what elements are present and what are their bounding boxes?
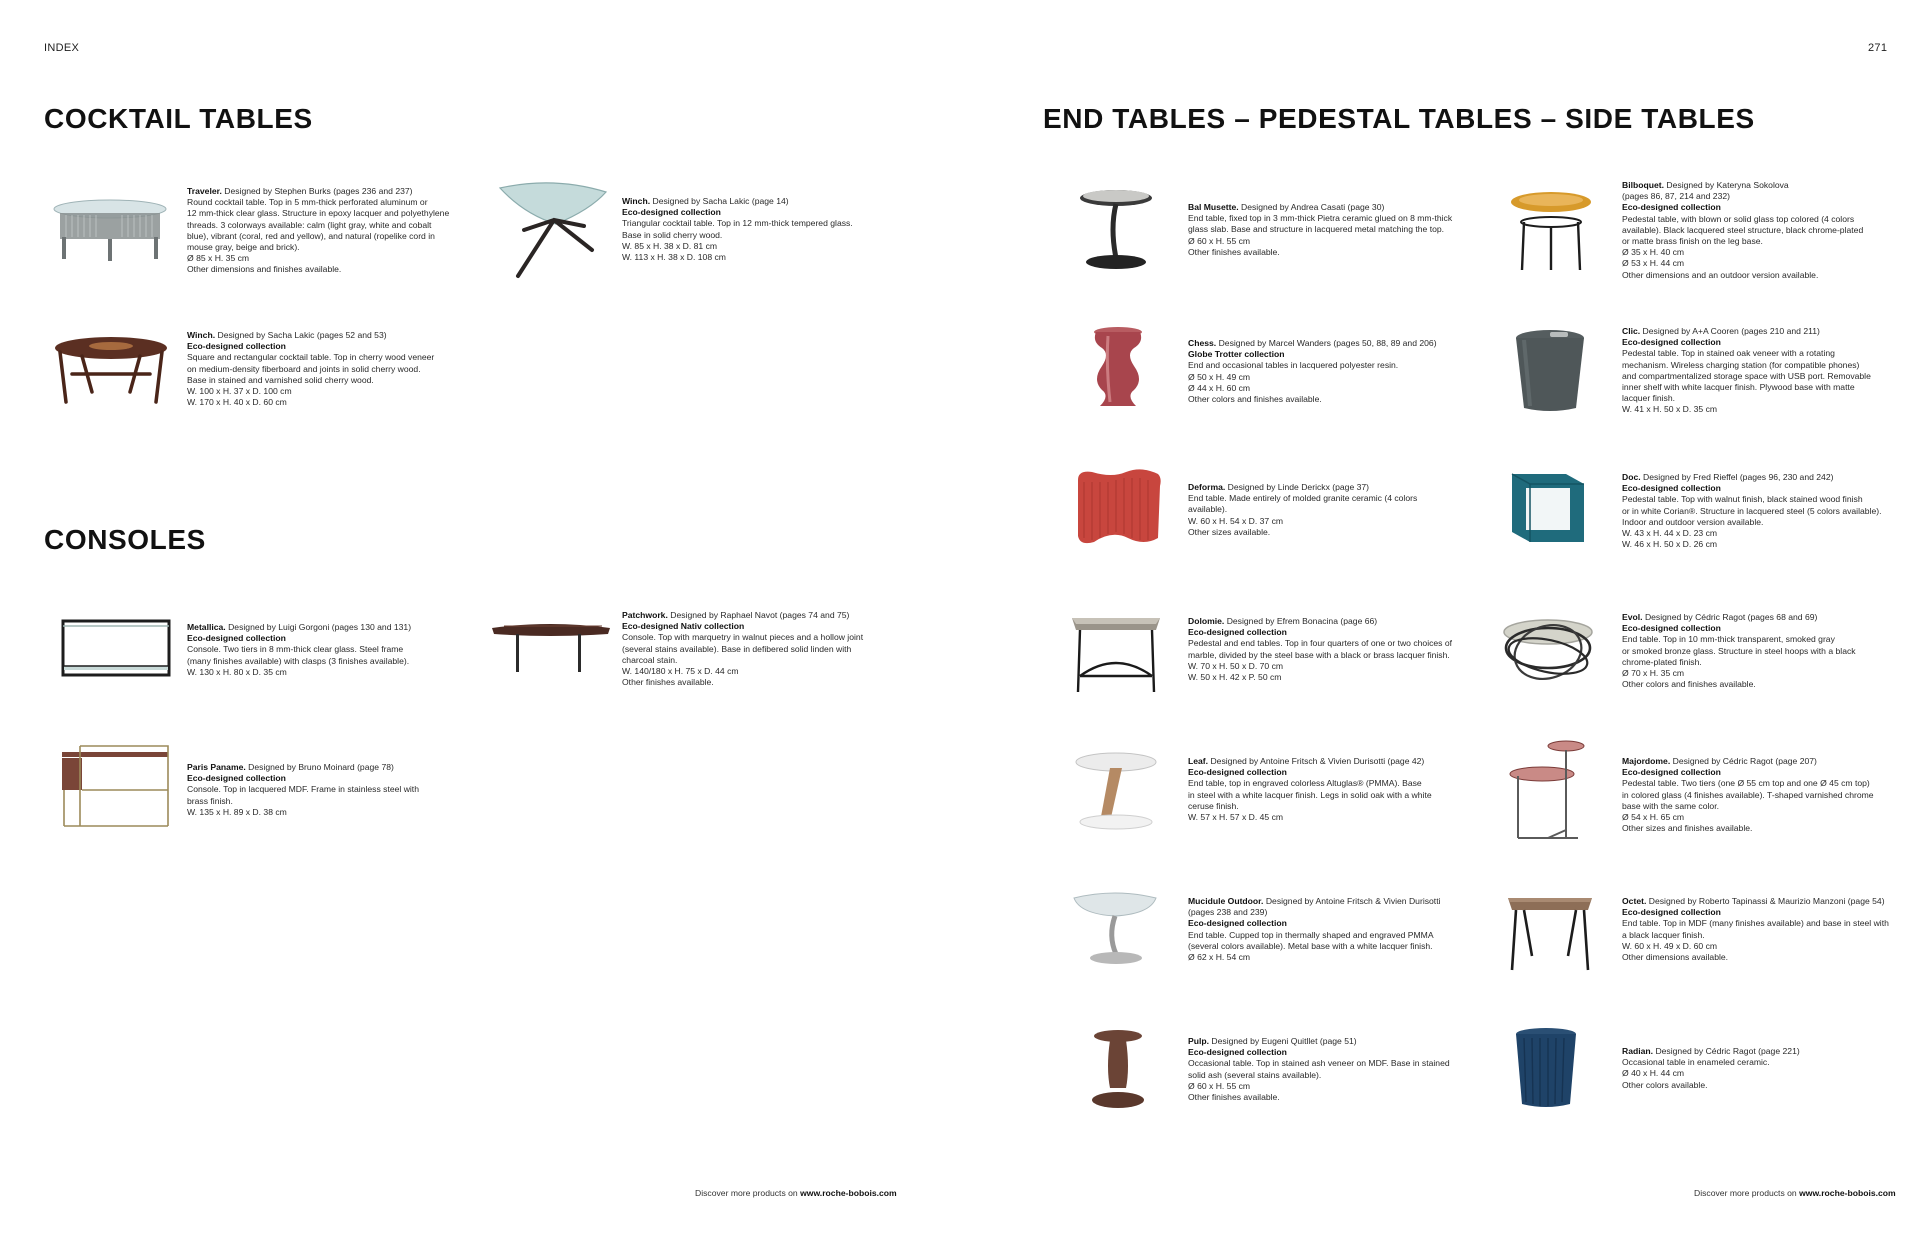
product-line: or matte brass finish on the leg base.	[1622, 236, 1763, 247]
product-designer: Designed by Sacha Lakic (pages 52 and 53)	[217, 330, 387, 340]
product-line: W. 41 x H. 50 x D. 35 cm	[1622, 404, 1718, 415]
bal-musette-image	[1076, 188, 1156, 272]
product-designer: Designed by Linde Derickx (page 37)	[1227, 482, 1370, 492]
product-collection: Eco-designed collection	[622, 207, 721, 218]
radian-image	[1512, 1026, 1580, 1110]
footer-right	[1694, 1188, 1896, 1198]
product-name: Traveler.	[187, 186, 222, 196]
product-line: W. 113 x H. 38 x D. 108 cm	[622, 252, 726, 263]
winch-square-table-image	[52, 334, 170, 404]
product-line: Console. Top in lacquered MDF. Frame in stainless steel with	[187, 784, 419, 795]
product-line: (several stains available). Base in defibered solid linden with	[622, 643, 852, 654]
product-name: Winch.	[622, 196, 651, 206]
product-name: Bal Musette.	[1188, 202, 1239, 212]
dolomie-image	[1068, 610, 1164, 694]
product-line: W. 60 x H. 49 x D. 60 cm	[1622, 940, 1718, 951]
deforma-image	[1072, 468, 1164, 548]
product-line: W. 140/180 x H. 75 x D. 44 cm	[622, 666, 739, 677]
product-line: available). Black lacquered steel structure, black chrome-plated	[1622, 224, 1864, 235]
product-collection: Eco-designed collection	[1622, 483, 1721, 494]
product-name: Mucidule Outdoor.	[1188, 896, 1264, 906]
product-line: in colored glass (4 finishes available). T-shaped varnished chrome	[1622, 789, 1874, 800]
product-name: Clic.	[1622, 326, 1641, 336]
product-designer: Designed by Cédric Ragot (pages 68 and 69)	[1644, 612, 1818, 622]
product-majordome	[1622, 756, 1892, 834]
product-collection: Eco-designed collection	[1622, 907, 1721, 918]
product-line: Ø 60 x H. 55 cm	[1188, 235, 1251, 246]
traveler-table-image	[52, 195, 168, 265]
product-line: (several colors available). Metal base with a white lacquer finish.	[1188, 940, 1433, 951]
product-line: Other colors and finishes available.	[1622, 679, 1756, 690]
product-line: Ø 62 x H. 54 cm	[1188, 952, 1251, 963]
product-line: Other finishes available.	[1188, 1092, 1280, 1103]
product-line: inner shelf with white lacquer finish. Plywood base with matte	[1622, 382, 1855, 393]
doc-image	[1508, 468, 1588, 550]
product-designer: Designed by Cédric Ragot (page 221)	[1655, 1046, 1800, 1056]
product-collection: Eco-designed collection	[1622, 767, 1721, 778]
product-line: Other colors and finishes available.	[1188, 394, 1322, 405]
product-line: W. 130 x H. 80 x D. 35 cm	[187, 666, 287, 677]
product-line: Other dimensions and finishes available.	[187, 264, 342, 275]
product-line: Pedestal table. Top in stained oak veneer with a rotating	[1622, 348, 1835, 359]
product-designer: Designed by Kateryna Sokolova	[1666, 180, 1789, 190]
product-line: mouse gray, beige and brick).	[187, 242, 300, 253]
product-line: Other finishes available.	[1188, 246, 1280, 257]
product-line: Other colors available.	[1622, 1079, 1708, 1090]
product-line: mechanism. Wireless charging station (for compatible phones)	[1622, 359, 1860, 370]
product-line: Indoor and outdoor version available.	[1622, 516, 1764, 527]
product-name: Doc.	[1622, 472, 1641, 482]
product-designer: Designed by Luigi Gorgoni (pages 130 and 131)	[228, 622, 412, 632]
product-name: Pulp.	[1188, 1036, 1210, 1046]
product-collection: Eco-designed Nativ collection	[622, 621, 745, 632]
product-mucidule-outdoor	[1188, 896, 1458, 963]
product-collection: Eco-designed collection	[187, 341, 286, 352]
product-line: Round cocktail table. Top in 5 mm-thick perforated aluminum or	[187, 197, 428, 208]
product-line: Other finishes available.	[622, 677, 714, 688]
product-line: Ø 50 x H. 49 cm	[1188, 371, 1251, 382]
product-designer: Designed by Cédric Ragot (page 207)	[1672, 756, 1817, 766]
product-collection: Eco-designed collection	[1188, 918, 1287, 929]
product-line: Ø 35 x H. 40 cm	[1622, 247, 1685, 258]
product-designer: Designed by Andrea Casati (page 30)	[1241, 202, 1385, 212]
product-name: Bilboquet.	[1622, 180, 1665, 190]
product-line: marble, divided by the steel base with a black or brass lacquer finish.	[1188, 649, 1450, 660]
product-bal-musette	[1188, 202, 1458, 258]
product-collection: Eco-designed collection	[187, 773, 286, 784]
winch-triangular-table-image	[494, 180, 612, 280]
product-metallica	[187, 622, 457, 678]
product-line: Ø 44 x H. 60 cm	[1188, 382, 1251, 393]
product-line: Ø 53 x H. 44 cm	[1622, 258, 1685, 269]
product-winch-square	[187, 330, 457, 408]
product-collection: Eco-designed collection	[1188, 627, 1287, 638]
product-designer: Designed by Bruno Moinard (page 78)	[248, 762, 394, 772]
product-designer: Designed by A+A Cooren (pages 210 and 211)	[1642, 326, 1820, 336]
product-line: Occasional table. Top in stained ash veneer on MDF. Base in stained	[1188, 1058, 1450, 1069]
product-line: Ø 40 x H. 44 cm	[1622, 1068, 1685, 1079]
product-name: Leaf.	[1188, 756, 1209, 766]
majordome-image	[1508, 738, 1592, 848]
product-line: chrome-plated finish.	[1622, 656, 1702, 667]
product-designer: Designed by Antoine Fritsch & Vivien Durisotti (page 42)	[1210, 756, 1425, 766]
product-bilboquet	[1622, 180, 1892, 281]
product-line: W. 50 x H. 42 x P. 50 cm	[1188, 672, 1282, 683]
product-line: Console. Two tiers in 8 mm-thick clear glass. Steel frame	[187, 644, 404, 655]
octet-image	[1502, 888, 1598, 972]
product-octet	[1622, 896, 1892, 963]
product-line: solid ash (several stains available).	[1188, 1069, 1322, 1080]
mucidule-outdoor-image	[1070, 888, 1160, 970]
product-line: a black lacquer finish.	[1622, 929, 1705, 940]
product-collection: Globe Trotter collection	[1188, 349, 1285, 360]
product-traveler	[187, 186, 457, 276]
product-line: (pages 86, 87, 214 and 232)	[1622, 191, 1730, 202]
product-line: blue), vibrant (coral, red and yellow), and natural (ropelike cord in	[187, 230, 435, 241]
product-deforma	[1188, 482, 1458, 538]
product-name: Winch.	[187, 330, 216, 340]
product-line: Base in stained and varnished solid cherry wood.	[187, 374, 374, 385]
product-paris-paname	[187, 762, 457, 818]
product-line: Pedestal table. Two tiers (one Ø 55 cm top and one Ø 45 cm top)	[1622, 778, 1870, 789]
bilboquet-image	[1508, 188, 1594, 272]
product-name: Metallica.	[187, 622, 226, 632]
product-line: Other dimensions and an outdoor version available.	[1622, 269, 1819, 280]
index-label: INDEX	[44, 42, 80, 54]
product-line: ceruse finish.	[1188, 800, 1239, 811]
product-chess	[1188, 338, 1458, 405]
product-line: Pedestal table, with blown or solid glass top colored (4 colors	[1622, 213, 1855, 224]
paris-paname-console-image	[60, 744, 172, 830]
product-name: Paris Paname.	[187, 762, 246, 772]
footer-link[interactable]: www.roche-bobois.com	[800, 1188, 897, 1198]
product-name: Majordome.	[1622, 756, 1671, 766]
product-designer: Designed by Eugeni Quitllet (page 51)	[1211, 1036, 1357, 1046]
product-name: Evol.	[1622, 612, 1643, 622]
product-line: W. 46 x H. 50 x D. 26 cm	[1622, 539, 1718, 550]
product-collection: Eco-designed collection	[187, 633, 286, 644]
product-line: W. 43 x H. 44 x D. 23 cm	[1622, 528, 1718, 539]
product-collection: Eco-designed collection	[1622, 337, 1721, 348]
product-line: Ø 60 x H. 55 cm	[1188, 1080, 1251, 1091]
product-line: glass slab. Base and structure in lacquered metal matching the top.	[1188, 224, 1445, 235]
footer-prefix: Discover more products on	[695, 1188, 801, 1198]
product-line: threads. 3 colorways available: calm (light gray, white and cobalt	[187, 219, 432, 230]
patchwork-console-image	[490, 618, 612, 674]
product-line: available).	[1188, 504, 1228, 515]
product-pulp	[1188, 1036, 1458, 1103]
footer-left	[695, 1188, 897, 1198]
product-line: Pedestal table. Top with walnut finish, black stained wood finish	[1622, 494, 1863, 505]
product-line: End table. Top in 10 mm-thick transparent, smoked gray	[1622, 634, 1835, 645]
product-designer: Designed by Fred Rieffel (pages 96, 230 and 242)	[1643, 472, 1834, 482]
product-name: Deforma.	[1188, 482, 1226, 492]
product-line: Ø 85 x H. 35 cm	[187, 253, 250, 264]
footer-link[interactable]: www.roche-bobois.com	[1799, 1188, 1896, 1198]
product-line: (pages 238 and 239)	[1188, 907, 1268, 918]
product-designer: Designed by Marcel Wanders (pages 50, 88, 89 and 206)	[1218, 338, 1437, 348]
leaf-image	[1070, 750, 1160, 830]
product-line: and compartmentalized storage space with USB port. Removable	[1622, 370, 1871, 381]
metallica-console-image	[60, 618, 172, 680]
product-line: (many finishes available) with clasps (3 finishes available).	[187, 655, 410, 666]
section-title-cocktail-tables: COCKTAIL TABLES	[44, 103, 313, 134]
product-designer: Designed by Efrem Bonacina (page 66)	[1226, 616, 1378, 626]
product-line: W. 85 x H. 38 x D. 81 cm	[622, 240, 718, 251]
product-line: Console. Top with marquetry in walnut pieces and a hollow joint	[622, 632, 864, 643]
product-evol	[1622, 612, 1892, 690]
product-line: End table. Cupped top in thermally shaped and engraved PMMA	[1188, 929, 1434, 940]
product-name: Patchwork.	[622, 610, 668, 620]
clic-image	[1508, 326, 1588, 414]
product-line: Triangular cocktail table. Top in 12 mm-thick tempered glass.	[622, 218, 853, 229]
product-designer: Designed by Raphael Navot (pages 74 and 75)	[670, 610, 850, 620]
product-line: or smoked bronze glass. Structure in steel hoops with a black	[1622, 645, 1856, 656]
product-name: Octet.	[1622, 896, 1647, 906]
product-line: Ø 54 x H. 65 cm	[1622, 812, 1685, 823]
product-line: End table. Top in MDF (many finishes available) and base in steel with	[1622, 918, 1889, 929]
product-line: on medium-density fiberboard and joints in solid cherry wood.	[187, 363, 421, 374]
product-line: Occasional table in enameled ceramic.	[1622, 1057, 1770, 1068]
product-line: brass finish.	[187, 795, 233, 806]
product-line: in steel with a white lacquer finish. Legs in solid oak with a white	[1188, 789, 1432, 800]
product-radian	[1622, 1046, 1892, 1091]
product-line: base with the same color.	[1622, 800, 1719, 811]
product-line: W. 70 x H. 50 x D. 70 cm	[1188, 660, 1284, 671]
product-line: Other sizes available.	[1188, 526, 1271, 537]
product-doc	[1622, 472, 1892, 550]
product-line: Other dimensions available.	[1622, 952, 1729, 963]
product-collection: Eco-designed collection	[1188, 1047, 1287, 1058]
product-line: W. 135 x H. 89 x D. 38 cm	[187, 806, 287, 817]
product-name: Chess.	[1188, 338, 1217, 348]
product-dolomie	[1188, 616, 1458, 683]
section-title-consoles: CONSOLES	[44, 524, 206, 555]
footer-prefix: Discover more products on	[1694, 1188, 1800, 1198]
product-line: charcoal stain.	[622, 654, 678, 665]
product-line: W. 60 x H. 54 x D. 37 cm	[1188, 515, 1284, 526]
product-name: Radian.	[1622, 1046, 1654, 1056]
product-designer: Designed by Roberto Tapinassi & Maurizio Manzoni (page 54)	[1648, 896, 1885, 906]
product-collection: Eco-designed collection	[1622, 623, 1721, 634]
product-line: lacquer finish.	[1622, 393, 1676, 404]
product-line: Base in solid cherry wood.	[622, 229, 723, 240]
product-name: Dolomie.	[1188, 616, 1225, 626]
product-line: W. 170 x H. 40 x D. 60 cm	[187, 397, 287, 408]
product-line: End table. Made entirely of molded granite ceramic (4 colors	[1188, 493, 1418, 504]
product-line: W. 57 x H. 57 x D. 45 cm	[1188, 812, 1284, 823]
product-collection: Eco-designed collection	[1188, 767, 1287, 778]
pulp-image	[1090, 1028, 1146, 1112]
product-collection: Eco-designed collection	[1622, 202, 1721, 213]
product-line: 12 mm-thick clear glass. Structure in epoxy lacquer and polyethylene	[187, 208, 450, 219]
product-designer: Designed by Antoine Fritsch & Vivien Durisotti	[1265, 896, 1441, 906]
section-title-end-tables: END TABLES – PEDESTAL TABLES – SIDE TABLES	[1043, 103, 1755, 134]
product-line: W. 100 x H. 37 x D. 100 cm	[187, 386, 292, 397]
product-designer: Designed by Stephen Burks (pages 236 and 237)	[224, 186, 413, 196]
product-line: End table, top in engraved colorless Altuglas® (PMMA). Base	[1188, 778, 1422, 789]
product-designer: Designed by Sacha Lakic (page 14)	[652, 196, 789, 206]
product-line: End and occasional tables in lacquered polyester resin.	[1188, 360, 1399, 371]
product-line: Ø 70 x H. 35 cm	[1622, 668, 1685, 679]
evol-image	[1500, 610, 1596, 686]
chess-image	[1088, 326, 1148, 410]
product-line: Square and rectangular cocktail table. Top in cherry wood veneer	[187, 352, 435, 363]
product-line: or in white Corian®. Structure in lacquered steel (5 colors available).	[1622, 505, 1882, 516]
page-number: 271	[1868, 42, 1888, 54]
product-patchwork	[622, 610, 892, 688]
product-leaf	[1188, 756, 1458, 823]
product-winch-triangular	[622, 196, 892, 263]
product-clic	[1622, 326, 1892, 416]
product-line: Other sizes and finishes available.	[1622, 823, 1753, 834]
product-line: Pedestal and end tables. Top in four quarters of one or two choices of	[1188, 638, 1453, 649]
product-line: End table, fixed top in 3 mm-thick Pietra ceramic glued on 8 mm-thick	[1188, 213, 1453, 224]
